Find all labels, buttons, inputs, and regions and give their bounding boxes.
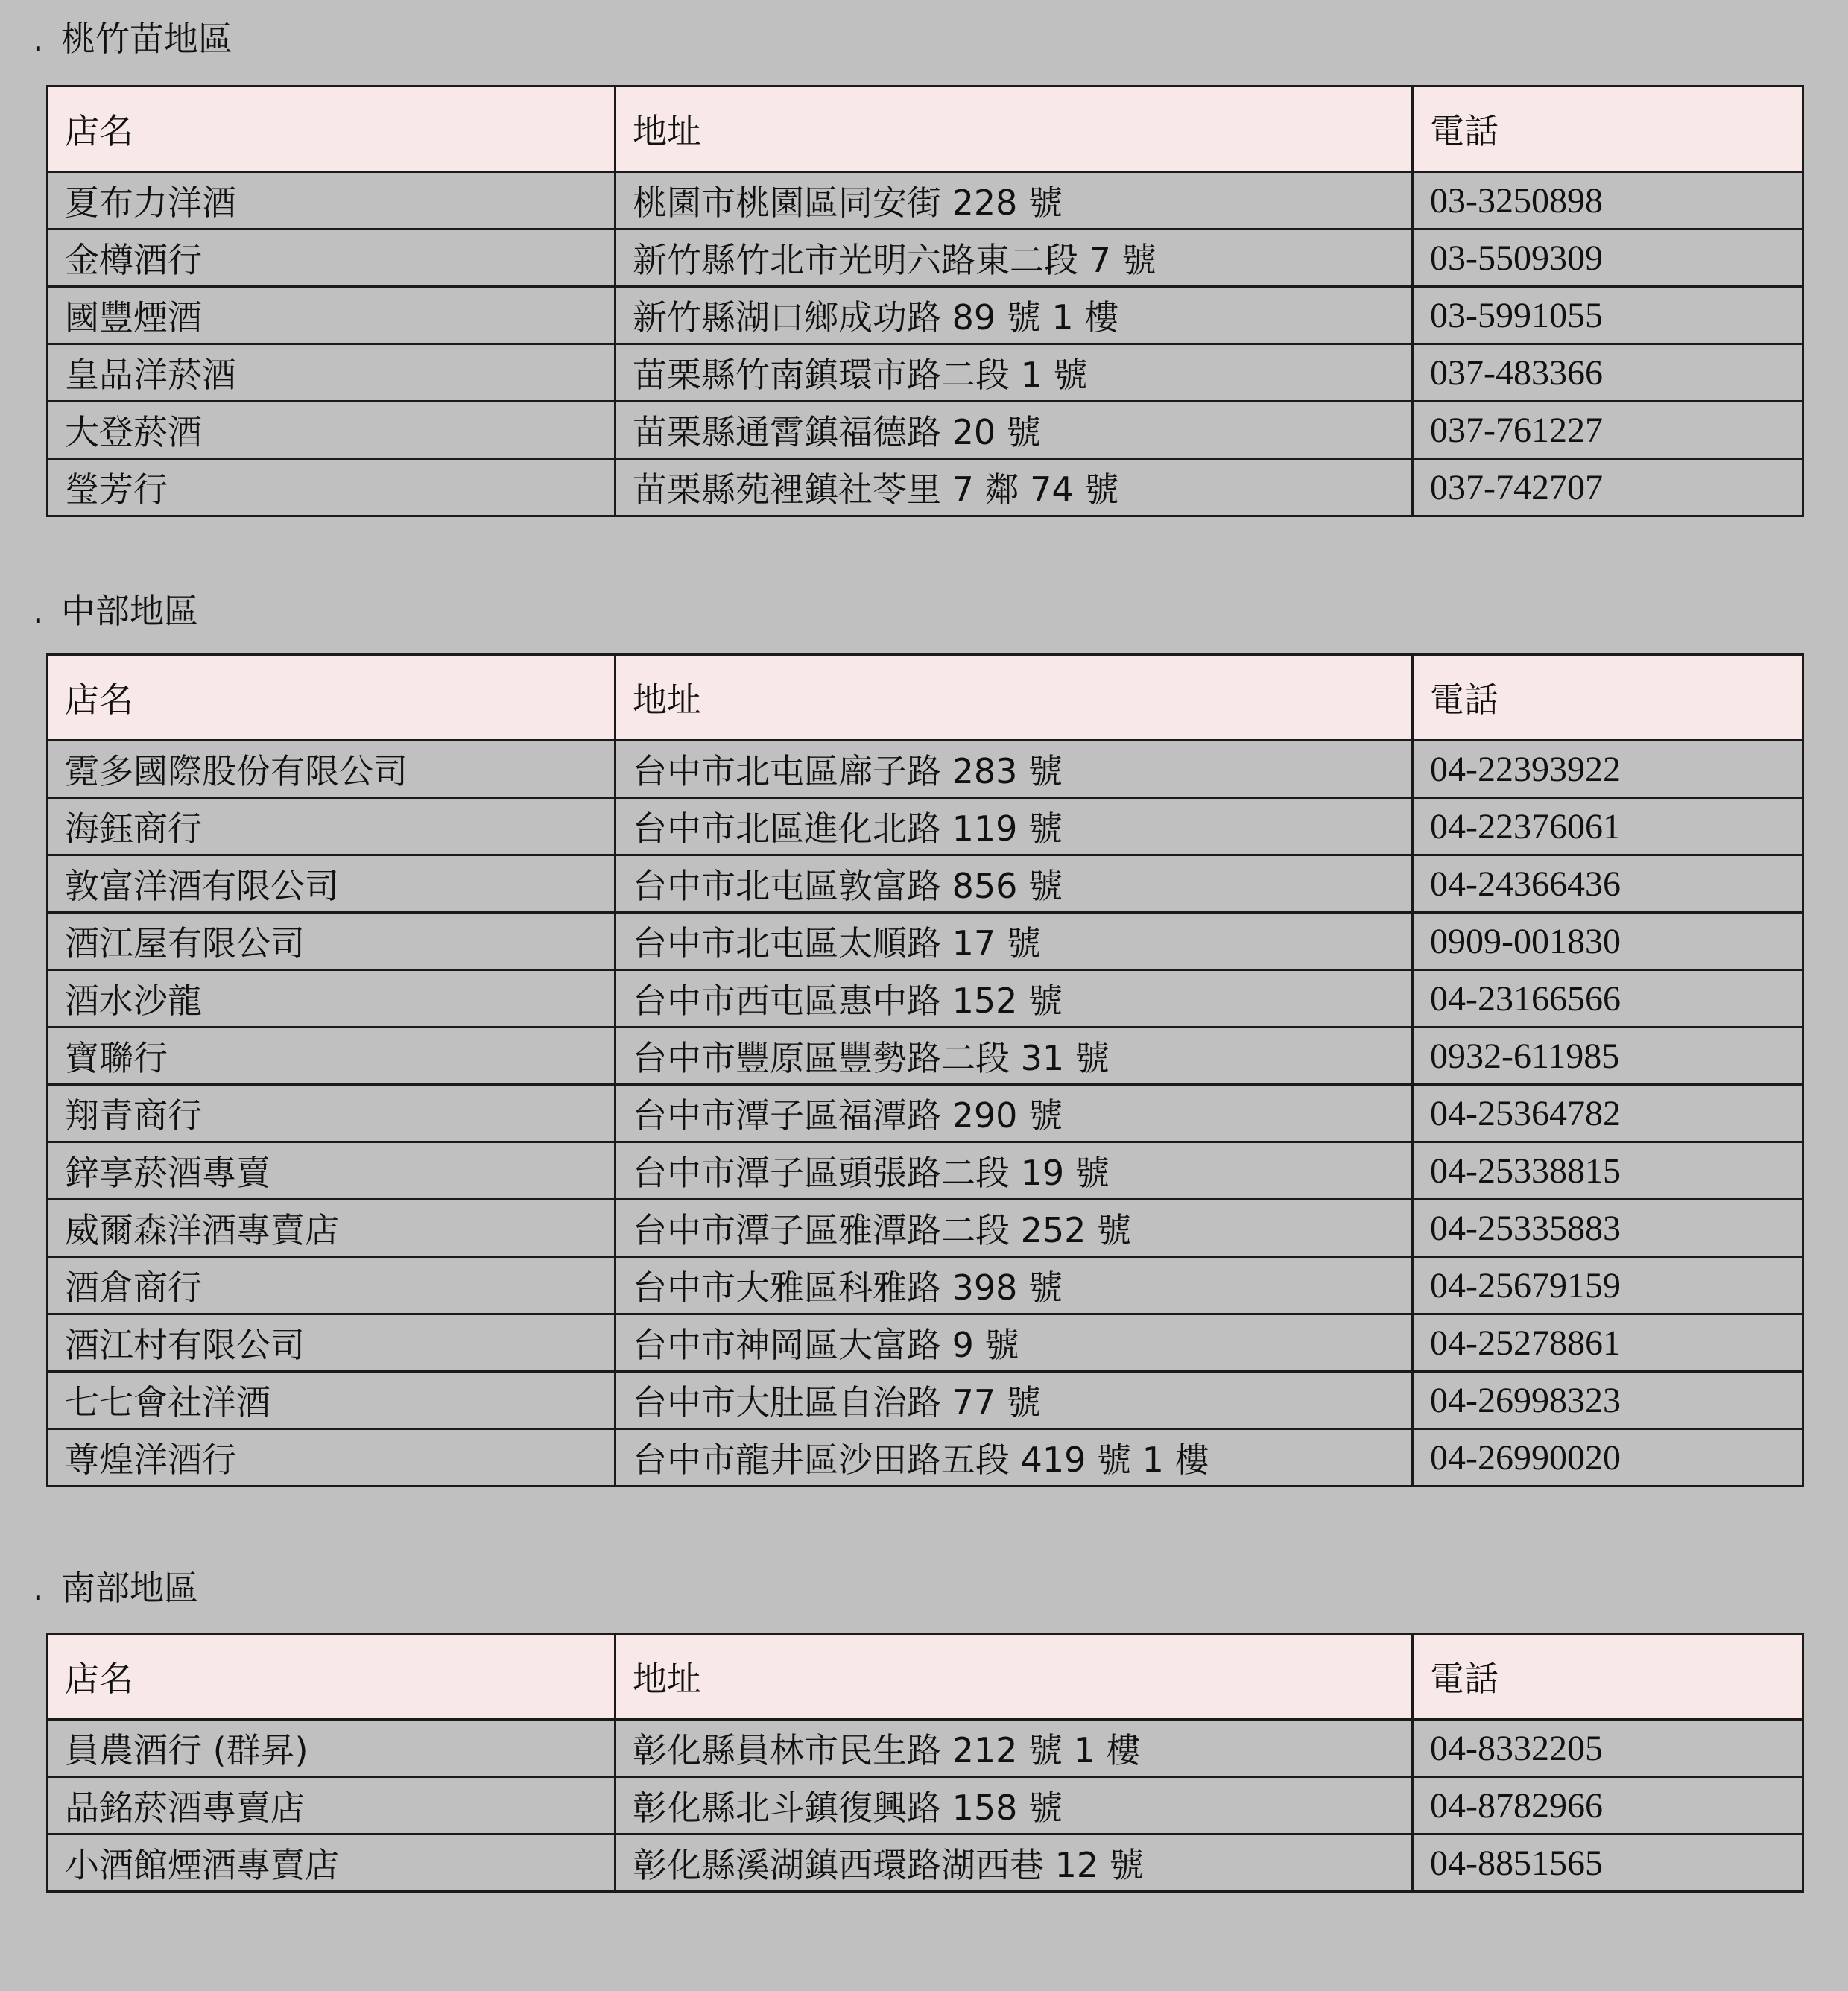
store-phone: 04-25278861: [1413, 1314, 1803, 1372]
section-title-text: 桃竹苗地區: [61, 19, 232, 59]
bullet-dot: .: [33, 19, 44, 59]
store-address: 台中市潭子區福潭路 290 號: [616, 1085, 1413, 1142]
table-row: [48, 402, 1803, 459]
store-name: 國豐煙酒: [48, 287, 616, 344]
table-row: [48, 970, 1803, 1028]
store-address: 新竹縣湖口鄉成功路 89 號 1 樓: [616, 287, 1413, 344]
store-address: 彰化縣員林市民生路 212 號 1 樓: [616, 1720, 1413, 1777]
store-phone: 04-8782966: [1413, 1777, 1803, 1835]
section-title-southern: [33, 1567, 198, 1609]
table-row: [48, 1372, 1803, 1429]
store-name: 小酒館煙酒專賣店: [48, 1835, 616, 1892]
table-row: [48, 1200, 1803, 1257]
section-title-taoyuan-hsinchu-miaoli: [33, 18, 232, 60]
table-row: [48, 287, 1803, 344]
store-phone: 04-24366436: [1413, 855, 1803, 913]
table-row: [48, 798, 1803, 855]
store-name: 尊煌洋酒行: [48, 1429, 616, 1487]
store-address: 台中市大雅區科雅路 398 號: [616, 1257, 1413, 1314]
store-address: 桃園市桃園區同安街 228 號: [616, 172, 1413, 230]
store-name: 威爾森洋酒專賣店: [48, 1200, 616, 1257]
store-name: 海鈺商行: [48, 798, 616, 855]
store-address: 苗栗縣通霄鎮福德路 20 號: [616, 402, 1413, 459]
store-address: 台中市北屯區太順路 17 號: [616, 913, 1413, 970]
store-address: 台中市豐原區豐勢路二段 31 號: [616, 1028, 1413, 1085]
store-name: 大登菸酒: [48, 402, 616, 459]
table-row: [48, 1257, 1803, 1314]
store-name: 霓多國際股份有限公司: [48, 741, 616, 798]
bullet-dot: .: [33, 591, 44, 631]
store-phone: 04-25335883: [1413, 1200, 1803, 1257]
table-row: [48, 172, 1803, 230]
store-phone: 04-25679159: [1413, 1257, 1803, 1314]
store-name: 酒水沙龍: [48, 970, 616, 1028]
table-row: [48, 1028, 1803, 1085]
table-row: [48, 913, 1803, 970]
store-address: 台中市神岡區大富路 9 號: [616, 1314, 1413, 1372]
store-phone: 0932-611985: [1413, 1028, 1803, 1085]
header-store-name: 店名: [48, 1634, 616, 1720]
section-title-text: 中部地區: [61, 591, 198, 631]
header-address: 地址: [616, 1634, 1413, 1720]
header-address: 地址: [616, 86, 1413, 172]
header-address: 地址: [616, 655, 1413, 741]
store-address: 新竹縣竹北市光明六路東二段 7 號: [616, 230, 1413, 287]
store-phone: 04-8332205: [1413, 1720, 1803, 1777]
store-name: 瑩芳行: [48, 459, 616, 516]
store-phone: 0909-001830: [1413, 913, 1803, 970]
store-address: 台中市北屯區敦富路 856 號: [616, 855, 1413, 913]
store-phone: 04-23166566: [1413, 970, 1803, 1028]
store-address: 彰化縣溪湖鎮西環路湖西巷 12 號: [616, 1835, 1413, 1892]
store-name: 皇品洋菸酒: [48, 344, 616, 402]
store-name: 七七會社洋酒: [48, 1372, 616, 1429]
store-address: 台中市北屯區廍子路 283 號: [616, 741, 1413, 798]
store-phone: 037-483366: [1413, 344, 1803, 402]
store-table-taoyuan-hsinchu-miaoli: [46, 85, 1804, 517]
store-address: 台中市潭子區雅潭路二段 252 號: [616, 1200, 1413, 1257]
store-address: 台中市西屯區惠中路 152 號: [616, 970, 1413, 1028]
header-phone: 電話: [1413, 86, 1803, 172]
table-row: [48, 1835, 1803, 1892]
table-row: [48, 1142, 1803, 1200]
store-phone: 04-26990020: [1413, 1429, 1803, 1487]
store-name: 酒江村有限公司: [48, 1314, 616, 1372]
store-name: 翔青商行: [48, 1085, 616, 1142]
header-phone: 電話: [1413, 655, 1803, 741]
store-phone: 04-25338815: [1413, 1142, 1803, 1200]
store-name: 寶聯行: [48, 1028, 616, 1085]
store-phone: 03-5991055: [1413, 287, 1803, 344]
table-row: [48, 1720, 1803, 1777]
store-phone: 037-742707: [1413, 459, 1803, 516]
store-phone: 04-25364782: [1413, 1085, 1803, 1142]
store-name: 鋅享菸酒專賣: [48, 1142, 616, 1200]
table-header-row: [48, 655, 1803, 741]
header-store-name: 店名: [48, 655, 616, 741]
table-row: [48, 344, 1803, 402]
table-row: [48, 1085, 1803, 1142]
store-address: 台中市大肚區自治路 77 號: [616, 1372, 1413, 1429]
store-table-southern: [46, 1633, 1804, 1893]
store-name: 夏布力洋酒: [48, 172, 616, 230]
header-phone: 電話: [1413, 1634, 1803, 1720]
table-row: [48, 1314, 1803, 1372]
store-name: 酒倉商行: [48, 1257, 616, 1314]
store-phone: 04-26998323: [1413, 1372, 1803, 1429]
table-row: [48, 1429, 1803, 1487]
store-name: 敦富洋酒有限公司: [48, 855, 616, 913]
store-phone: 03-5509309: [1413, 230, 1803, 287]
store-name: 員農酒行 (群昇): [48, 1720, 616, 1777]
store-phone: 04-22393922: [1413, 741, 1803, 798]
store-address: 苗栗縣苑裡鎮社苓里 7 鄰 74 號: [616, 459, 1413, 516]
store-address: 台中市龍井區沙田路五段 419 號 1 樓: [616, 1429, 1413, 1487]
table-row: [48, 230, 1803, 287]
table-row: [48, 855, 1803, 913]
table-row: [48, 1777, 1803, 1835]
store-phone: 037-761227: [1413, 402, 1803, 459]
store-name: 品銘菸酒專賣店: [48, 1777, 616, 1835]
store-phone: 04-8851565: [1413, 1835, 1803, 1892]
table-row: [48, 741, 1803, 798]
store-phone: 04-22376061: [1413, 798, 1803, 855]
store-address: 彰化縣北斗鎮復興路 158 號: [616, 1777, 1413, 1835]
bullet-dot: .: [33, 1568, 44, 1608]
store-address: 苗栗縣竹南鎮環市路二段 1 號: [616, 344, 1413, 402]
section-title-text: 南部地區: [61, 1568, 198, 1608]
store-name: 酒江屋有限公司: [48, 913, 616, 970]
header-store-name: 店名: [48, 86, 616, 172]
section-title-central: [33, 590, 198, 632]
store-phone: 03-3250898: [1413, 172, 1803, 230]
store-table-central: [46, 653, 1804, 1487]
store-address: 台中市潭子區頭張路二段 19 號: [616, 1142, 1413, 1200]
table-header-row: [48, 86, 1803, 172]
store-address: 台中市北區進化北路 119 號: [616, 798, 1413, 855]
table-row: [48, 459, 1803, 516]
store-name: 金樽酒行: [48, 230, 616, 287]
table-header-row: [48, 1634, 1803, 1720]
